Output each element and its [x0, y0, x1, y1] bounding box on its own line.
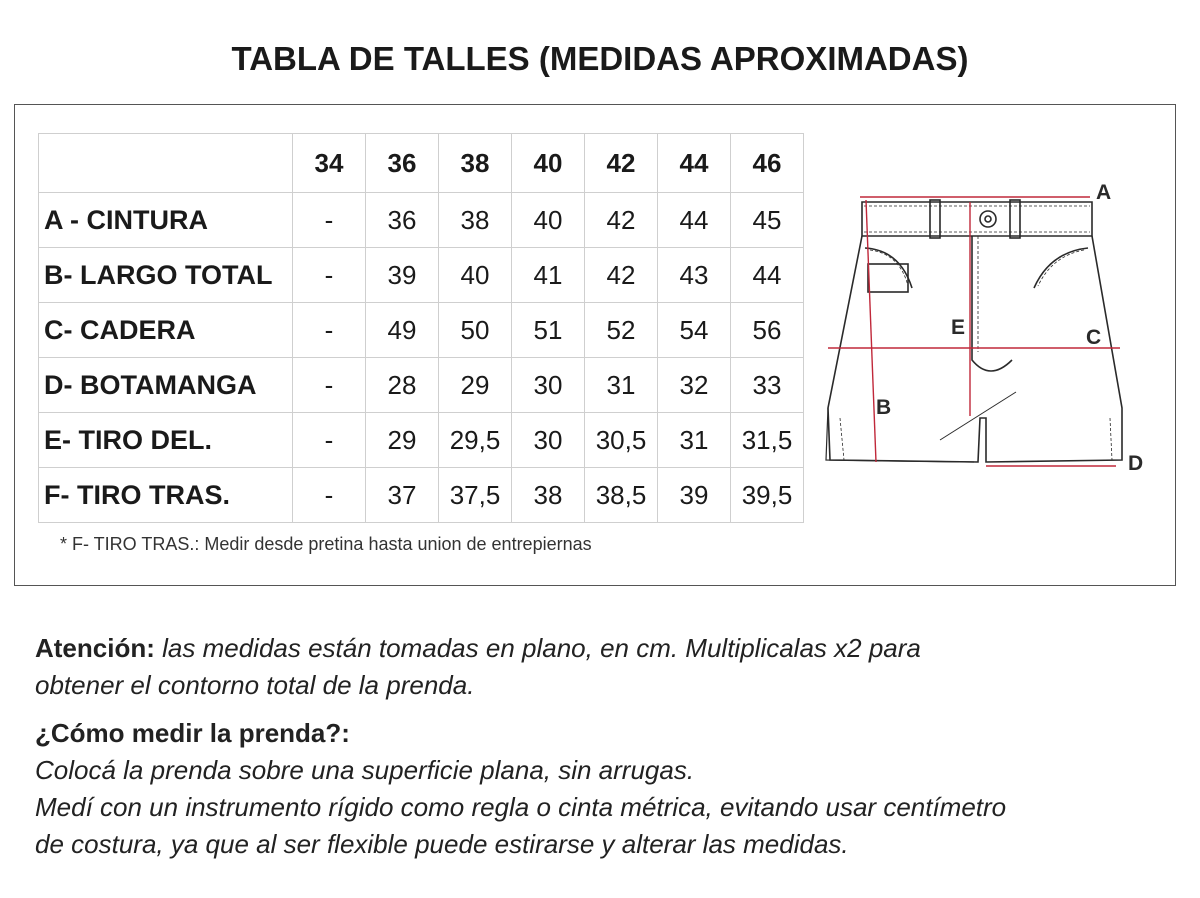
- size-header: 46: [731, 134, 804, 193]
- table-cell: 56: [731, 303, 804, 358]
- row-label: B- LARGO TOTAL: [39, 248, 293, 303]
- table-row: [39, 303, 804, 358]
- table-cell: 39: [658, 468, 731, 523]
- table-cell: 31: [585, 358, 658, 413]
- table-cell: 50: [439, 303, 512, 358]
- table-cell: 33: [731, 358, 804, 413]
- howto-line: Colocá la prenda sobre una superficie plana, sin arrugas.: [35, 755, 695, 785]
- table-cell: 51: [512, 303, 585, 358]
- table-row: [39, 193, 804, 248]
- table-cell: 39: [366, 248, 439, 303]
- table-cell: 52: [585, 303, 658, 358]
- size-header: 34: [293, 134, 366, 193]
- table-row: [39, 248, 804, 303]
- table-cell: -: [293, 303, 366, 358]
- measure-line-b: [866, 200, 876, 462]
- table-cell: 36: [366, 193, 439, 248]
- size-header: 38: [439, 134, 512, 193]
- table-cell: 39,5: [731, 468, 804, 523]
- howto-line: de costura, ya que al ser flexible puede estirarse y alterar las medidas.: [35, 829, 849, 859]
- attention-paragraph: [35, 630, 1155, 704]
- table-row: [39, 468, 804, 523]
- table-cell: 28: [366, 358, 439, 413]
- size-header: 40: [512, 134, 585, 193]
- measurement-lines: [828, 197, 1120, 466]
- table-cell: 49: [366, 303, 439, 358]
- table-cell: 42: [585, 193, 658, 248]
- label-b: B: [876, 396, 892, 419]
- table-cell: 41: [512, 248, 585, 303]
- table-cell: 54: [658, 303, 731, 358]
- table-row: [39, 413, 804, 468]
- table-cell: 38: [512, 468, 585, 523]
- table-cell: 32: [658, 358, 731, 413]
- label-a: A: [1096, 181, 1112, 204]
- page-title: TABLA DE TALLES (MEDIDAS APROXIMADAS): [231, 40, 969, 77]
- table-cell: -: [293, 248, 366, 303]
- attention-label: Atención:: [35, 633, 155, 663]
- row-label: E- TIRO DEL.: [39, 413, 293, 468]
- table-cell: 30,5: [585, 413, 658, 468]
- table-cell: -: [293, 193, 366, 248]
- table-cell: 37,5: [439, 468, 512, 523]
- label-e: E: [951, 316, 966, 339]
- row-label: D- BOTAMANGA: [39, 358, 293, 413]
- size-header: 36: [366, 134, 439, 193]
- table-cell: 30: [512, 358, 585, 413]
- table-cell: 38: [439, 193, 512, 248]
- table-cell: -: [293, 413, 366, 468]
- row-label: F- TIRO TRAS.: [39, 468, 293, 523]
- label-c: C: [1086, 326, 1102, 349]
- table-cell: 43: [658, 248, 731, 303]
- table-corner-cell: [39, 134, 293, 193]
- howto-heading: ¿Cómo medir la prenda?:: [35, 718, 350, 748]
- table-cell: 40: [512, 193, 585, 248]
- table-cell: 30: [512, 413, 585, 468]
- table-cell: 29: [439, 358, 512, 413]
- howto-line: Medí con un instrumento rígido como regla o cinta métrica, evitando usar centímetro: [35, 792, 1007, 822]
- table-cell: 31: [658, 413, 731, 468]
- size-table: [38, 133, 804, 523]
- size-header: 42: [585, 134, 658, 193]
- table-cell: 45: [731, 193, 804, 248]
- table-row: [39, 358, 804, 413]
- table-cell: 31,5: [731, 413, 804, 468]
- table-cell: 44: [731, 248, 804, 303]
- shorts-diagram: [820, 170, 1150, 480]
- table-header-row: [39, 134, 804, 193]
- table-cell: 38,5: [585, 468, 658, 523]
- size-header: 44: [658, 134, 731, 193]
- table-cell: 29: [366, 413, 439, 468]
- row-label: C- CADERA: [39, 303, 293, 358]
- table-cell: 40: [439, 248, 512, 303]
- table-cell: 42: [585, 248, 658, 303]
- attention-text-line2: obtener el contorno total de la prenda.: [35, 670, 475, 700]
- table-cell: 37: [366, 468, 439, 523]
- attention-text-line1: las medidas están tomadas en plano, en cm. Multiplicalas x2 para: [162, 633, 921, 663]
- table-cell: -: [293, 468, 366, 523]
- howto-paragraph: [35, 715, 1175, 863]
- row-label: A - CINTURA: [39, 193, 293, 248]
- table-cell: 29,5: [439, 413, 512, 468]
- footnote: * F- TIRO TRAS.: Medir desde pretina hasta union de entrepiernas: [60, 534, 592, 554]
- table-cell: -: [293, 358, 366, 413]
- label-d: D: [1128, 452, 1144, 475]
- table-cell: 44: [658, 193, 731, 248]
